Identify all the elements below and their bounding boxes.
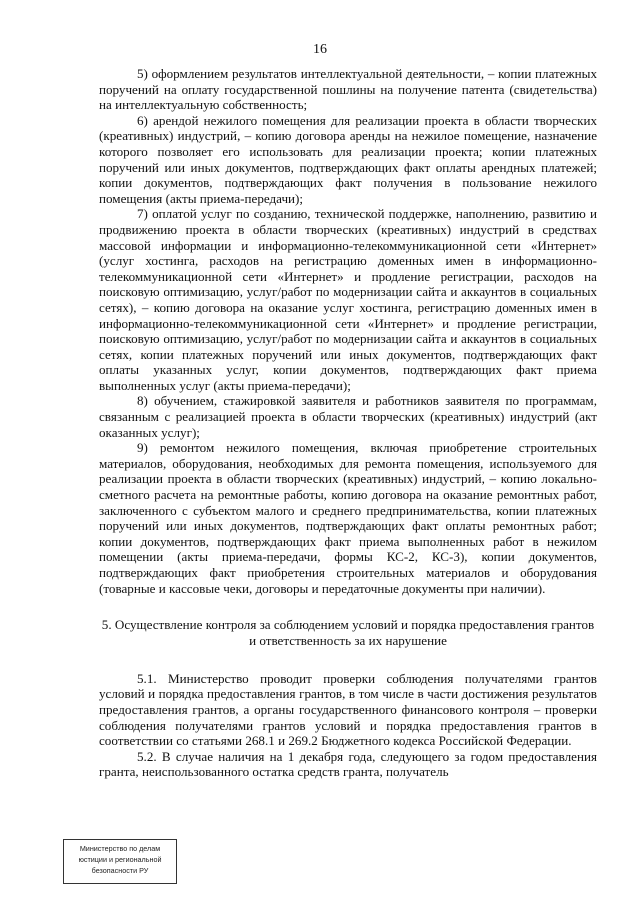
stamp-line: безопасности РУ <box>91 866 149 875</box>
paragraph-5-1: 5.1. Министерство проводит проверки соблюдения получателями грантов условий и порядка предоставления грантов, в том числе в части достижения результатов предоставления грантов, а органы государственного финансового контроля – проверки соблюдения получателями грантов условий и порядка предоставления грантов в соответствии со статьями 268.1 и 269.2 Бюджетного кодекса Российской Федерации. <box>99 670 597 749</box>
document-body <box>99 66 597 780</box>
page-number: 16 <box>313 42 327 57</box>
list-item-9: 9) ремонтом нежилого помещения, включая приобретение строительных материалов, оборудования, необходимых для ремонта помещения, используемого для реализации проекта в области творческих (креативных) индустрий, – копию локально-сметного расчета на ремонтные работы, копию договора на оказание ремонтных работ, заключенного с субъектом малого и среднего предпринимательства, копии платежных поручений или иных документов, подтверждающих факт оплаты ремонтных работ; копии документов, подтверждающих факт приема выполненных работ в нежилом помещении (акты приема-передачи, формы КС-2, КС-3), копии документов, подтверждающих факт приобретения строительных материалов и оборудования (товарные и кассовые чеки, договоры и передаточные документы при наличии). <box>99 440 597 596</box>
paragraph-5-2: 5.2. В случае наличия на 1 декабря года, следующего за годом предоставления гранта, неиспользованного остатка средств гранта, получатель <box>99 748 597 780</box>
list-item-5: 5) оформлением результатов интеллектуальной деятельности, – копии платежных поручений на оплату государственной пошлины на получение патента (свидетельства) на интеллектуальную собственность; <box>99 66 597 113</box>
list-item-8: 8) обучением, стажировкой заявителя и работников заявителя по программам, связанным с реализацией проекта в области творческих (креативных) индустрий (акт оказанных услуг); <box>99 393 597 440</box>
list-item-6: 6) арендой нежилого помещения для реализации проекта в области творческих (креативных) индустрий, – копию договора аренды на нежилое помещение, назначение которого позволяет его использовать для реализации проекта; копии платежных поручений или иных документов, подтверждающих факт оплаты арендных платежей; копии документов, подтверждающих факт получения в пользование нежилого помещения (акты приема-передачи); <box>99 112 597 206</box>
list-item-7: 7) оплатой услуг по созданию, технической поддержке, наполнению, развитию и продвижению проекта в области творческих (креативных) индустрий в средствах массовой информации и информационно-телекоммуникационной сети «Интернет» (услуг хостинга, расходов на регистрацию доменных имен в информационно-телекоммуникационной сети «Интернет» и продление регистрации, расходов на поисковую оптимизацию, услуг/работ по модернизации сайта и аккаунтов в социальных сетях), – копию договора на оказание услуг хостинга, регистрацию доменных имен в информационно-телекоммуникационной сети «Интернет» и продление регистрации, поисковую оптимизацию, услуг/работ по модернизации сайта и аккаунтов в социальных сетях, копии платежных поручений или иных документов, подтверждающих факт оплаты указанных услуг, копии документов, подтверждающих факт приема выполненных услуг (акты приема-передачи); <box>99 206 597 393</box>
section-title: 5. Осуществление контроля за соблюдением условий и порядка предоставления грантов и ответственность за их нарушение <box>101 617 595 648</box>
stamp-line: юстиции и региональной <box>78 855 162 864</box>
ministry-stamp <box>63 839 177 884</box>
stamp-line: Министерство по делам <box>79 844 161 853</box>
